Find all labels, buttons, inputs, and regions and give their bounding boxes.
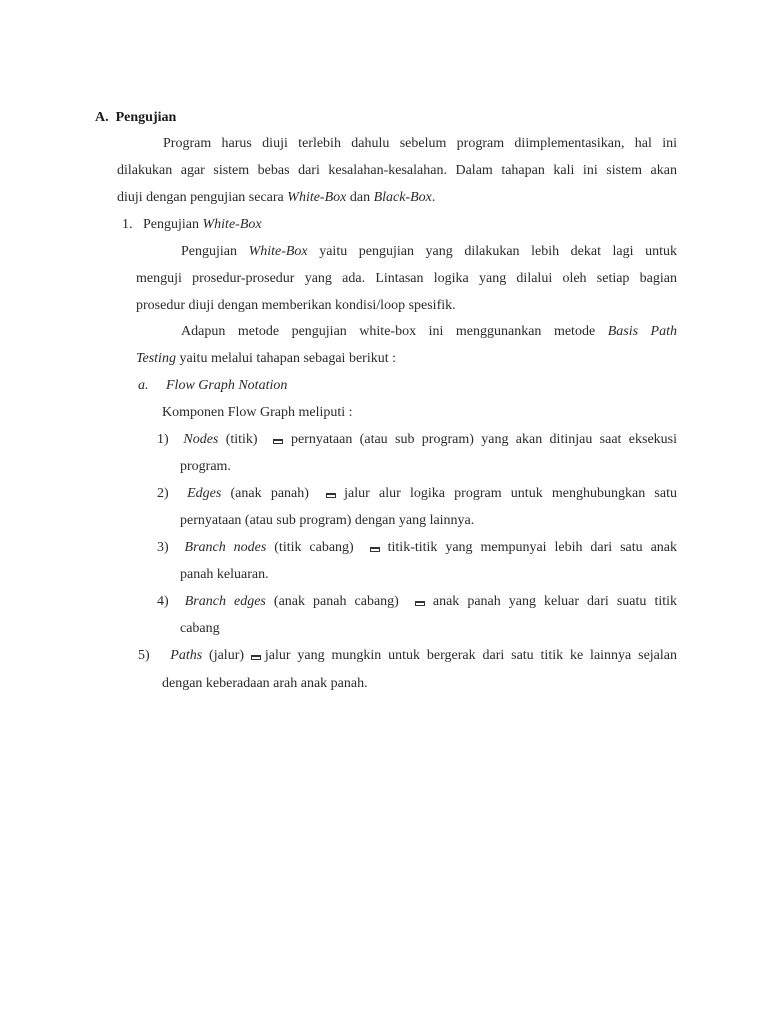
list-item-edges: 2) Edges (anak panah) jalur alur logika program untuk menghubungkan satu [157,486,677,501]
intro-line-1: Program harus diuji terlebih dahulu sebelum program diimplementasikan, hal ini [163,136,677,151]
section-heading [95,109,176,127]
section-letter: A. [95,110,109,125]
components-intro: Komponen Flow Graph meliputi : [162,405,353,420]
subsection-1-number: 1. [122,217,133,232]
arrow-icon [326,493,336,498]
arrow-icon [251,655,261,660]
subsection-a-heading [138,377,287,395]
arrow-icon [415,601,425,606]
list-item-branch-edges: 4) Branch edges (anak panah cabang) anak panah yang keluar dari suatu titik [157,594,677,609]
arrow-icon [273,439,283,444]
list-item-edges-cont: pernyataan (atau sub program) dengan yang lainnya. [180,513,475,528]
list-item-nodes: 1) Nodes (titik) pernyataan (atau sub program) yang akan ditinjau saat eksekusi [157,432,677,447]
list-item-paths: 5) Paths (jalur) jalur yang mungkin untuk bergerak dari satu titik ke lainnya sejalan [138,648,677,663]
subsection-a-title: Flow Graph Notation [166,378,288,393]
whitebox-para1-line3: prosedur diuji dengan memberikan kondisi/loop spesifik. [136,298,456,313]
list-item-branch-nodes: 3) Branch nodes (titik cabang) titik-titik yang mempunyai lebih dari satu anak [157,540,677,555]
subsection-1-heading: 1. Pengujian White-Box [122,217,262,232]
subsection-a-letter: a. [138,378,149,393]
whitebox-para2-line2: Testing yaitu melalui tahapan sebagai berikut : [136,351,396,366]
whitebox-para1-line1: Pengujian White-Box yaitu pengujian yang dilakukan lebih dekat lagi untuk [181,244,677,259]
whitebox-para2-line1: Adapun metode pengujian white-box ini menggunankan metode Basis Path [181,324,677,339]
section-title: Pengujian [115,110,177,125]
list-item-branch-edges-cont: cabang [180,621,220,636]
list-item-nodes-cont: program. [180,459,231,474]
intro-line-3: diuji dengan pengujian secara White-Box dan Black-Box. [117,190,436,205]
list-item-paths-cont: dengan keberadaan arah anak panah. [162,676,368,691]
arrow-icon [370,547,380,552]
list-item-branch-nodes-cont: panah keluaran. [180,567,269,582]
whitebox-para1-line2: menguji prosedur-prosedur yang ada. Lintasan logika yang dilalui oleh setiap bagian [136,271,677,286]
intro-line-2: dilakukan agar sistem bebas dari kesalahan-kesalahan. Dalam tahapan kali ini sistem akan [117,163,677,178]
